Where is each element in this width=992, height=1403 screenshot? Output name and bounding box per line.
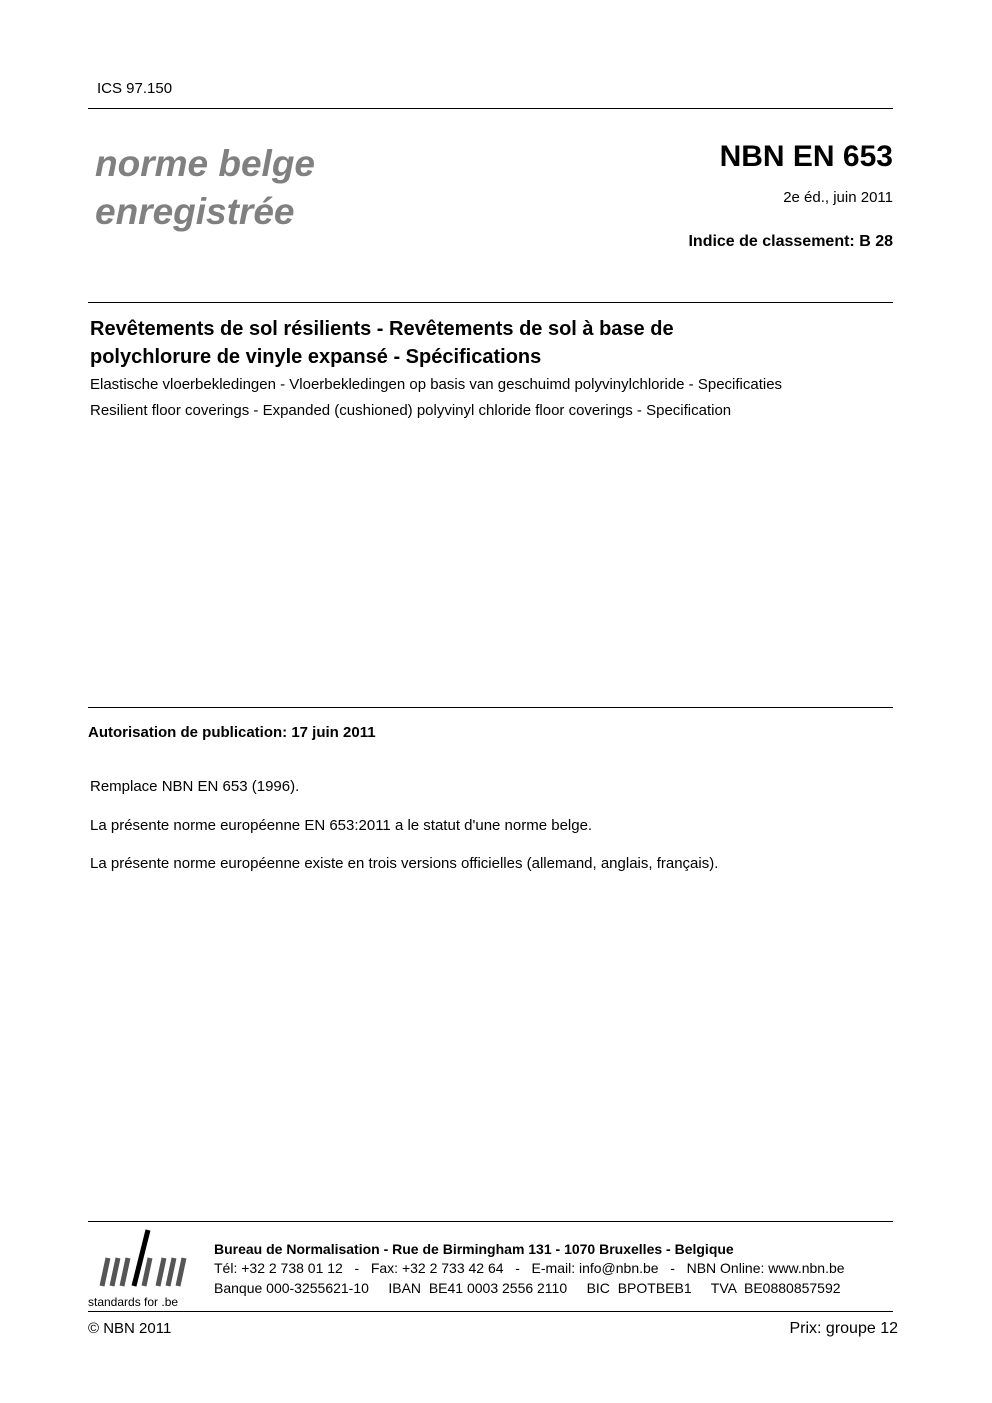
price-group: Prix: groupe 12 (789, 1320, 898, 1337)
publication-authorization: Autorisation de publication: 17 juin 2011 (88, 724, 376, 741)
divider (88, 1311, 893, 1312)
footer-bank: Banque 000-3255621-10 IBAN BE41 0003 2556 2110 BIC BPOTBEB1 TVA BE0880857592 (214, 1280, 841, 1296)
nbn-logo (88, 1228, 200, 1309)
ics-code: ICS 97.150 (97, 80, 173, 97)
divider (88, 108, 893, 109)
footer-contact: Tél: +32 2 738 01 12 - Fax: +32 2 733 42 64 - E-mail: info@nbn.be - NBN Online: www.nbn.be (214, 1260, 845, 1276)
title-fr (90, 315, 674, 371)
standard-number: NBN EN 653 (719, 140, 893, 173)
footer-address: Bureau de Normalisation - Rue de Birmingham 131 - 1070 Bruxelles - Belgique (214, 1241, 734, 1257)
title-en: Resilient floor coverings - Expanded (cushioned) polyvinyl chloride floor coverings - Specification (90, 402, 732, 419)
logo-tagline: standards for .be (88, 1295, 179, 1309)
body-paragraph: La présente norme européenne EN 653:2011 a le statut d'une norme belge. (90, 817, 593, 834)
classification-index: Indice de classement: B 28 (688, 233, 893, 250)
brand-line-2: enregistrée (95, 191, 295, 232)
divider (88, 1221, 893, 1222)
title-fr-line-1: Revêtements de sol résilients - Revêtements de sol à base de (90, 318, 674, 340)
body-paragraph: La présente norme européenne existe en trois versions officielles (allemand, anglais, français). (90, 855, 719, 872)
nbn-logo-mark (88, 1228, 200, 1288)
title-fr-line-2: polychlorure de vinyle expansé - Spécifications (90, 346, 542, 368)
title-nl: Elastische vloerbekledingen - Vloerbekledingen op basis van geschuimd polyvinylchloride - Specificaties (90, 376, 783, 393)
edition: 2e éd., juin 2011 (783, 189, 893, 206)
brand-title (95, 140, 315, 236)
brand-line-1: norme belge (95, 143, 315, 184)
divider (88, 302, 893, 303)
body-paragraph: Remplace NBN EN 653 (1996). (90, 778, 300, 795)
divider (88, 707, 893, 708)
copyright: © NBN 2011 (88, 1320, 172, 1337)
